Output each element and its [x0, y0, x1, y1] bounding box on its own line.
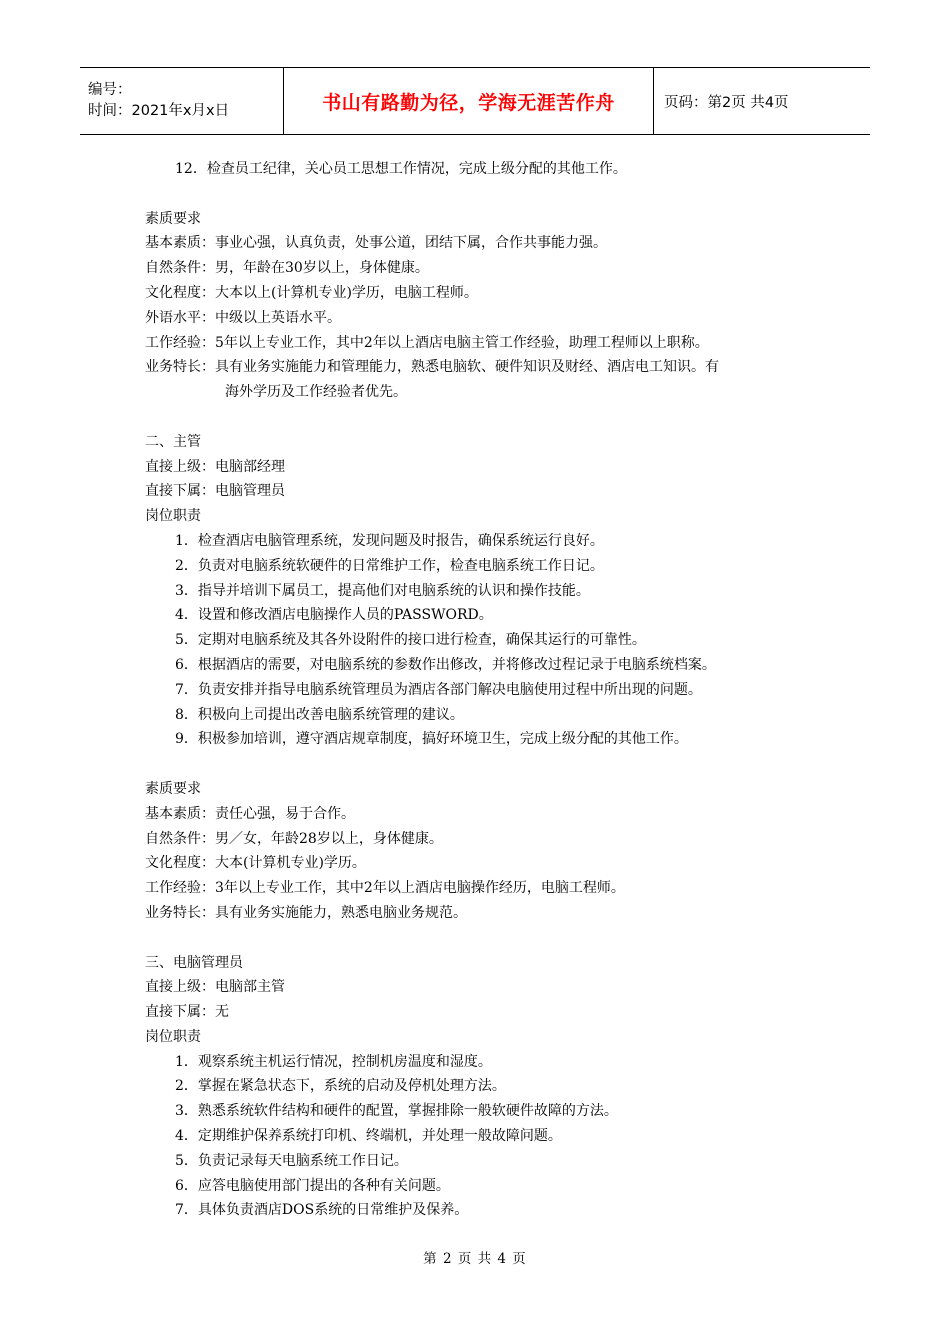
- duty-list-item: 2．负责对电脑系统软硬件的日常维护工作，检查电脑系统工作日记。: [175, 557, 604, 574]
- duty-list-item: 7．具体负责酒店DOS系统的日常维护及保养。: [175, 1202, 469, 1219]
- text-line: 自然条件：男，年龄在30岁以上，身体健康。: [145, 260, 429, 277]
- text-line: 文化程度：大本以上(计算机专业)学历，电脑工程师。: [145, 284, 478, 301]
- footer-page-number: 第 2 页 共 4 页: [423, 1251, 527, 1267]
- text-line: 海外学历及工作经验者优先。: [225, 384, 407, 401]
- text-line: 岗位职责: [145, 508, 201, 525]
- duty-list-item: 6．根据酒店的需要，对电脑系统的参数作出修改，并将修改过程记录于电脑系统档案。: [175, 656, 716, 673]
- duty-list-item: 8．积极向上司提出改善电脑系统管理的建议。: [175, 706, 464, 723]
- paragraph-spacer: [145, 182, 825, 207]
- header-meta: [80, 68, 283, 134]
- text-line: 二、主管: [145, 433, 201, 450]
- duty-list-item: 6．应答电脑使用部门提出的各种有关问题。: [175, 1177, 450, 1194]
- text-line: 业务特长：具有业务实施能力，熟悉电脑业务规范。: [145, 904, 467, 921]
- text-line: 基本素质：事业心强，认真负责，处事公道，团结下属，合作共事能力强。: [145, 235, 607, 252]
- duty-list-item: 5．定期对电脑系统及其各外设附件的接口进行检查，确保其运行的可靠性。: [175, 632, 646, 649]
- text-line: 三、电脑管理员: [145, 954, 243, 971]
- text-line: 工作经验：5年以上专业工作，其中2年以上酒店电脑主管工作经验，助理工程师以上职称。: [145, 334, 709, 351]
- text-line: 直接上级：电脑部经理: [145, 458, 285, 475]
- paragraph-spacer: [145, 926, 825, 951]
- text-line: 文化程度：大本(计算机专业)学历。: [145, 855, 366, 872]
- paragraph-spacer: [145, 752, 825, 777]
- text-line: 素质要求: [145, 210, 201, 227]
- text-line: 直接下属：无: [145, 1004, 229, 1021]
- header-page-label: 页码：第2页 共4页: [664, 94, 789, 111]
- text-line: 直接上级：电脑部主管: [145, 979, 285, 996]
- duty-list-item: 4．定期维护保养系统打印机、终端机，并处理一般故障问题。: [175, 1128, 562, 1145]
- text-line: 业务特长：具有业务实施能力和管理能力，熟悉电脑软、硬件知识及财经、酒店电工知识。有: [145, 359, 719, 376]
- duty-list-item: 9．积极参加培训，遵守酒店规章制度，搞好环境卫生，完成上级分配的其他工作。: [175, 731, 688, 748]
- duty-list-item: 3．熟悉系统软件结构和硬件的配置，掌握排除一般软硬件故障的方法。: [175, 1103, 618, 1120]
- duty-list-item: 3．指导并培训下属员工，提高他们对电脑系统的认识和操作技能。: [175, 582, 590, 599]
- doc-date-label: 时间：2021年x月x日: [88, 103, 230, 119]
- duty-list-item: 12．检查员工纪律，关心员工思想工作情况，完成上级分配的其他工作。: [175, 161, 627, 177]
- duty-list-item: 7．负责安排并指导电脑系统管理员为酒店各部门解决电脑使用过程中所出现的问题。: [175, 681, 702, 698]
- page-header: [80, 67, 870, 135]
- duty-list-item: 1．观察系统主机运行情况，控制机房温度和湿度。: [175, 1053, 492, 1070]
- text-line: 外语水平：中级以上英语水平。: [145, 309, 341, 326]
- doc-number-label: 编号：: [88, 82, 132, 98]
- text-line: 自然条件：男／女，年龄28岁以上，身体健康。: [145, 830, 443, 847]
- paragraph-spacer: [145, 405, 825, 430]
- text-line: 素质要求: [145, 780, 201, 797]
- text-line: 直接下属：电脑管理员: [145, 483, 285, 500]
- duty-list-item: 5．负责记录每天电脑系统工作日记。: [175, 1152, 408, 1169]
- duty-list-item: 2．掌握在紧急状态下，系统的启动及停机处理方法。: [175, 1078, 506, 1095]
- header-motto: 书山有路勤为径，学海无涯苦作舟: [283, 68, 654, 134]
- text-line: 工作经验：3年以上专业工作，其中2年以上酒店电脑操作经历，电脑工程师。: [145, 880, 625, 897]
- duty-list-item: 1．检查酒店电脑管理系统，发现问题及时报告，确保系统运行良好。: [175, 532, 604, 549]
- duty-list-item: 4．设置和修改酒店电脑操作人员的PASSWORD。: [175, 607, 493, 624]
- document-body: [145, 157, 825, 1223]
- text-line: 岗位职责: [145, 1028, 201, 1045]
- text-line: 基本素质：责任心强，易于合作。: [145, 805, 355, 822]
